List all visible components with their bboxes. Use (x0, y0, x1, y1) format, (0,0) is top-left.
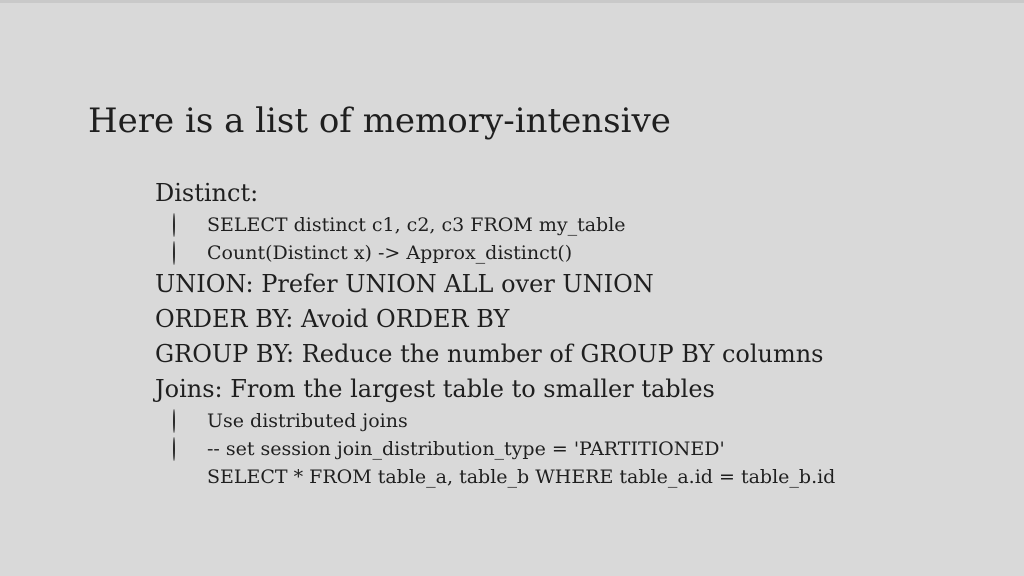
list-item (0, 267, 1004, 302)
list-item (0, 239, 1004, 267)
list-item (0, 337, 1004, 372)
bullet-text: -- set session join_distribution_type = 'PARTITIONED' (207, 438, 725, 460)
bullet-text: Use distributed joins (207, 410, 408, 432)
bullet-text: Count(Distinct x) -> Approx_distinct() (207, 242, 573, 264)
slide-top-edge (0, 0, 1024, 3)
bullet-text: GROUP BY: Reduce the number of GROUP BY columns (155, 340, 824, 368)
list-item (0, 372, 1004, 407)
list-item (0, 211, 1004, 239)
bullet-text: ORDER BY: Avoid ORDER BY (155, 305, 510, 333)
list-item (0, 176, 1004, 211)
bullet-text: Joins: From the largest table to smaller tables (155, 375, 715, 403)
bullet-text-continuation: SELECT * FROM table_a, table_b WHERE table_a.id = table_b.id (207, 466, 836, 488)
bullet-circle-icon (173, 241, 175, 265)
list-item (0, 435, 1004, 491)
list-item (0, 407, 1004, 435)
slide-title: Here is a list of memory-intensive (88, 100, 671, 141)
bullet-text: SELECT distinct c1, c2, c3 FROM my_table (207, 214, 626, 236)
bullet-text: Distinct: (155, 179, 259, 207)
bullet-circle-icon (173, 213, 175, 237)
bullet-circle-icon (173, 409, 175, 433)
list-item (0, 302, 1004, 337)
bullet-circle-icon (173, 437, 175, 461)
bullet-text: UNION: Prefer UNION ALL over UNION (155, 270, 654, 298)
bullet-list (0, 176, 1004, 491)
